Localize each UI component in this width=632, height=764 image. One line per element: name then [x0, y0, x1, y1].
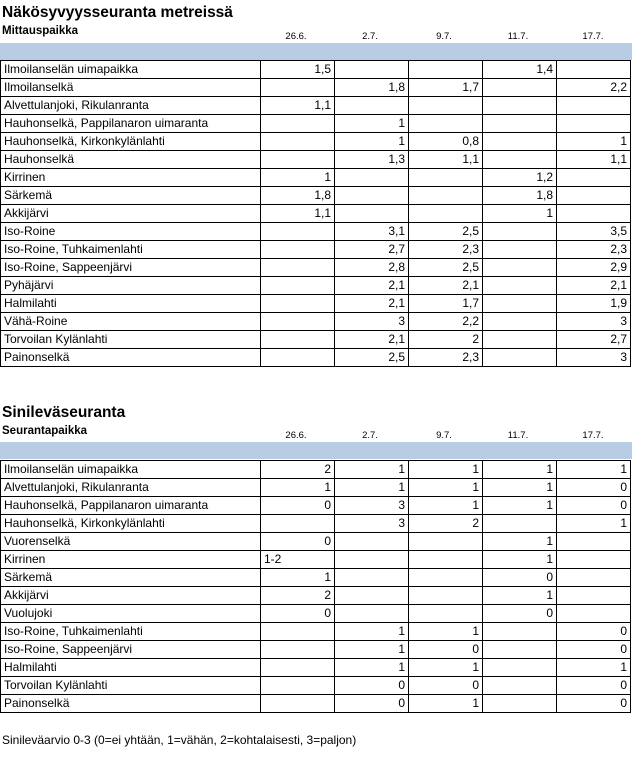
value-cell: 1: [483, 205, 557, 223]
table-row: [1, 223, 631, 241]
algae-date-1: 26.6.: [285, 430, 307, 441]
value-cell: 1: [483, 479, 557, 497]
value-cell: [261, 641, 335, 659]
table-row: [1, 187, 631, 205]
value-cell: [483, 677, 557, 695]
table-row: [1, 587, 631, 605]
value-cell: [557, 605, 631, 623]
site-name: Hauhonselkä, Pappilanaron uimaranta: [1, 115, 261, 133]
value-cell: [409, 551, 483, 569]
table-row: [1, 605, 631, 623]
value-cell: [335, 605, 409, 623]
visibility-table: [0, 60, 631, 367]
site-name: Alvettulanjoki, Rikulanranta: [1, 97, 261, 115]
value-cell: [261, 259, 335, 277]
table-row: [1, 259, 631, 277]
value-cell: [335, 569, 409, 587]
table-row: [1, 623, 631, 641]
table-row: [1, 569, 631, 587]
value-cell: [483, 641, 557, 659]
value-cell: [483, 313, 557, 331]
value-cell: [409, 97, 483, 115]
site-name: Iso-Roine, Tuhkaimenlahti: [1, 623, 261, 641]
value-cell: 0: [557, 695, 631, 713]
site-name: Alvettulanjoki, Rikulanranta: [1, 479, 261, 497]
table-row: [1, 241, 631, 259]
value-cell: 2,5: [335, 349, 409, 367]
value-cell: 1: [335, 479, 409, 497]
value-cell: 0,8: [409, 133, 483, 151]
value-cell: [261, 659, 335, 677]
value-cell: 3: [557, 313, 631, 331]
table-row: [1, 205, 631, 223]
value-cell: [483, 277, 557, 295]
value-cell: 1,7: [409, 79, 483, 97]
value-cell: [261, 677, 335, 695]
table-row: [1, 151, 631, 169]
value-cell: [483, 97, 557, 115]
value-cell: 0: [261, 533, 335, 551]
value-cell: 1: [483, 587, 557, 605]
value-cell: [483, 223, 557, 241]
value-cell: [261, 115, 335, 133]
value-cell: [483, 79, 557, 97]
value-cell: [335, 61, 409, 79]
value-cell: 1: [335, 659, 409, 677]
value-cell: 0: [335, 695, 409, 713]
value-cell: 2,1: [557, 277, 631, 295]
table-row: [1, 515, 631, 533]
table-row: [1, 677, 631, 695]
value-cell: [483, 241, 557, 259]
value-cell: 2: [409, 515, 483, 533]
value-cell: 0: [557, 677, 631, 695]
table-row: [1, 497, 631, 515]
value-cell: 2: [409, 331, 483, 349]
value-cell: 2,1: [335, 331, 409, 349]
value-cell: [261, 79, 335, 97]
algae-date-5: 17.7.: [582, 430, 604, 441]
value-cell: 1: [335, 461, 409, 479]
site-name: Halmilahti: [1, 295, 261, 313]
site-name: Särkemä: [1, 187, 261, 205]
site-name: Painonselkä: [1, 349, 261, 367]
table-row: [1, 133, 631, 151]
value-cell: 1,8: [335, 79, 409, 97]
visibility-title: Näkösyvyysseuranta metreissä: [2, 4, 233, 21]
value-cell: [557, 569, 631, 587]
value-cell: [409, 187, 483, 205]
value-cell: [483, 259, 557, 277]
value-cell: 0: [557, 479, 631, 497]
site-name: Pyhäjärvi: [1, 277, 261, 295]
site-name: Kirrinen: [1, 551, 261, 569]
value-cell: 1: [483, 461, 557, 479]
value-cell: 1,1: [261, 97, 335, 115]
value-cell: 1: [557, 515, 631, 533]
value-cell: [261, 313, 335, 331]
value-cell: 2,2: [409, 313, 483, 331]
table-row: [1, 551, 631, 569]
site-name: Särkemä: [1, 569, 261, 587]
value-cell: 2,5: [409, 259, 483, 277]
value-cell: 1: [557, 461, 631, 479]
value-cell: [483, 349, 557, 367]
value-cell: [335, 97, 409, 115]
value-cell: 0: [557, 623, 631, 641]
algae-scale-footnote: Sinileväarvio 0-3 (0=ei yhtään, 1=vähän, 2=kohtalaisesti, 3=paljon): [2, 733, 357, 747]
site-name: Torvoilan Kylänlahti: [1, 331, 261, 349]
value-cell: [483, 295, 557, 313]
value-cell: 1,1: [261, 205, 335, 223]
value-cell: [483, 515, 557, 533]
value-cell: 1: [261, 569, 335, 587]
value-cell: 2,5: [409, 223, 483, 241]
value-cell: 3: [557, 349, 631, 367]
value-cell: [261, 623, 335, 641]
value-cell: [261, 151, 335, 169]
value-cell: [261, 695, 335, 713]
site-name: Iso-Roine, Tuhkaimenlahti: [1, 241, 261, 259]
site-name: Iso-Roine: [1, 223, 261, 241]
table-row: [1, 277, 631, 295]
value-cell: 1,7: [409, 295, 483, 313]
value-cell: 3: [335, 497, 409, 515]
value-cell: 1,5: [261, 61, 335, 79]
algae-date-4: 11.7.: [507, 430, 529, 441]
value-cell: 1: [409, 461, 483, 479]
algae-subtitle: Seurantapaikka: [2, 425, 88, 437]
table-row: [1, 97, 631, 115]
value-cell: [261, 349, 335, 367]
algae-header-band: [0, 442, 632, 459]
value-cell: 0: [557, 497, 631, 515]
value-cell: [335, 533, 409, 551]
value-cell: [409, 587, 483, 605]
table-row: [1, 313, 631, 331]
value-cell: 1: [483, 497, 557, 515]
value-cell: [557, 205, 631, 223]
value-cell: [409, 169, 483, 187]
value-cell: [483, 331, 557, 349]
site-name: Hauhonselkä, Kirkonkylänlahti: [1, 515, 261, 533]
value-cell: [335, 587, 409, 605]
table-row: [1, 659, 631, 677]
value-cell: [557, 61, 631, 79]
value-cell: [557, 533, 631, 551]
value-cell: [261, 241, 335, 259]
value-cell: 1: [335, 623, 409, 641]
site-name: Ilmoilanselän uimapaikka: [1, 461, 261, 479]
value-cell: [409, 533, 483, 551]
value-cell: 2,3: [409, 349, 483, 367]
value-cell: 0: [483, 569, 557, 587]
value-cell: [261, 133, 335, 151]
value-cell: 2,7: [557, 331, 631, 349]
site-name: Hauhonselkä: [1, 151, 261, 169]
value-cell: 1,9: [557, 295, 631, 313]
value-cell: 1: [261, 169, 335, 187]
value-cell: 2,3: [557, 241, 631, 259]
table-row: [1, 115, 631, 133]
value-cell: 1,2: [483, 169, 557, 187]
algae-date-3: 9.7.: [436, 430, 452, 441]
value-cell: 0: [483, 605, 557, 623]
value-cell: [335, 187, 409, 205]
value-cell: [483, 133, 557, 151]
visibility-header-band: [0, 43, 632, 60]
value-cell: 1: [483, 551, 557, 569]
table-row: [1, 461, 631, 479]
table-row: [1, 169, 631, 187]
value-cell: [409, 605, 483, 623]
value-cell: 1: [261, 479, 335, 497]
value-cell: 2,1: [409, 277, 483, 295]
value-cell: [557, 169, 631, 187]
table-row: [1, 479, 631, 497]
value-cell: 3: [335, 313, 409, 331]
value-cell: 2,3: [409, 241, 483, 259]
value-cell: [483, 695, 557, 713]
table-row: [1, 349, 631, 367]
value-cell: [557, 587, 631, 605]
site-name: Akkijärvi: [1, 587, 261, 605]
value-cell: 2,7: [335, 241, 409, 259]
visibility-subtitle: Mittauspaikka: [2, 25, 79, 37]
site-name: Iso-Roine, Sappeenjärvi: [1, 259, 261, 277]
value-cell: [557, 187, 631, 205]
value-cell: 0: [261, 605, 335, 623]
value-cell: [483, 623, 557, 641]
value-cell: 0: [261, 497, 335, 515]
value-cell: [483, 659, 557, 677]
value-cell: 2,9: [557, 259, 631, 277]
value-cell: 3,5: [557, 223, 631, 241]
table-row: [1, 533, 631, 551]
value-cell: [483, 151, 557, 169]
value-cell: 2: [261, 461, 335, 479]
site-name: Ilmoilanselkä: [1, 79, 261, 97]
value-cell: 0: [335, 677, 409, 695]
value-cell: [261, 331, 335, 349]
value-cell: 1,3: [335, 151, 409, 169]
site-name: Hauhonselkä, Pappilanaron uimaranta: [1, 497, 261, 515]
value-cell: [335, 551, 409, 569]
value-cell: 3: [335, 515, 409, 533]
value-cell: 1: [335, 133, 409, 151]
value-cell: 1,4: [483, 61, 557, 79]
value-cell: 2,8: [335, 259, 409, 277]
site-name: Hauhonselkä, Kirkonkylänlahti: [1, 133, 261, 151]
value-cell: [409, 569, 483, 587]
value-cell: [261, 295, 335, 313]
value-cell: [335, 205, 409, 223]
value-cell: [335, 169, 409, 187]
value-cell: 0: [557, 641, 631, 659]
value-cell: 1: [335, 641, 409, 659]
value-cell: 1: [483, 533, 557, 551]
value-cell: 1: [335, 115, 409, 133]
value-cell: 1: [409, 479, 483, 497]
value-cell: 1,8: [261, 187, 335, 205]
algae-table: [0, 460, 631, 713]
visibility-date-5: 17.7.: [582, 31, 604, 42]
value-cell: 1: [409, 623, 483, 641]
table-row: [1, 331, 631, 349]
value-cell: [409, 205, 483, 223]
value-cell: [557, 551, 631, 569]
site-name: Iso-Roine, Sappeenjärvi: [1, 641, 261, 659]
value-cell: 1: [409, 497, 483, 515]
value-cell: 1: [557, 133, 631, 151]
value-cell: 1: [409, 695, 483, 713]
table-row: [1, 61, 631, 79]
table-row: [1, 641, 631, 659]
site-name: Halmilahti: [1, 659, 261, 677]
value-cell: 0: [409, 641, 483, 659]
visibility-date-4: 11.7.: [507, 31, 529, 42]
value-cell: 1: [557, 659, 631, 677]
site-name: Vähä-Roine: [1, 313, 261, 331]
value-cell: [261, 515, 335, 533]
visibility-date-1: 26.6.: [285, 31, 307, 42]
visibility-date-3: 9.7.: [436, 31, 452, 42]
value-cell: 1-2: [261, 551, 335, 569]
site-name: Kirrinen: [1, 169, 261, 187]
value-cell: 2: [261, 587, 335, 605]
site-name: Ilmoilanselän uimapaikka: [1, 61, 261, 79]
table-row: [1, 295, 631, 313]
site-name: Vuolujoki: [1, 605, 261, 623]
value-cell: 1,8: [483, 187, 557, 205]
value-cell: [261, 223, 335, 241]
value-cell: 1,1: [409, 151, 483, 169]
algae-title: Sinileväseuranta: [2, 404, 126, 421]
value-cell: [483, 115, 557, 133]
value-cell: 2,1: [335, 277, 409, 295]
value-cell: 3,1: [335, 223, 409, 241]
site-name: Vuorenselkä: [1, 533, 261, 551]
value-cell: [409, 61, 483, 79]
value-cell: [557, 97, 631, 115]
site-name: Torvoilan Kylänlahti: [1, 677, 261, 695]
site-name: Akkijärvi: [1, 205, 261, 223]
value-cell: 1: [409, 659, 483, 677]
value-cell: [261, 277, 335, 295]
value-cell: [557, 115, 631, 133]
table-row: [1, 695, 631, 713]
visibility-date-2: 2.7.: [362, 31, 378, 42]
value-cell: 2,2: [557, 79, 631, 97]
value-cell: 2,1: [335, 295, 409, 313]
value-cell: 1,1: [557, 151, 631, 169]
table-row: [1, 79, 631, 97]
site-name: Painonselkä: [1, 695, 261, 713]
value-cell: [409, 115, 483, 133]
value-cell: 0: [409, 677, 483, 695]
algae-date-2: 2.7.: [362, 430, 378, 441]
